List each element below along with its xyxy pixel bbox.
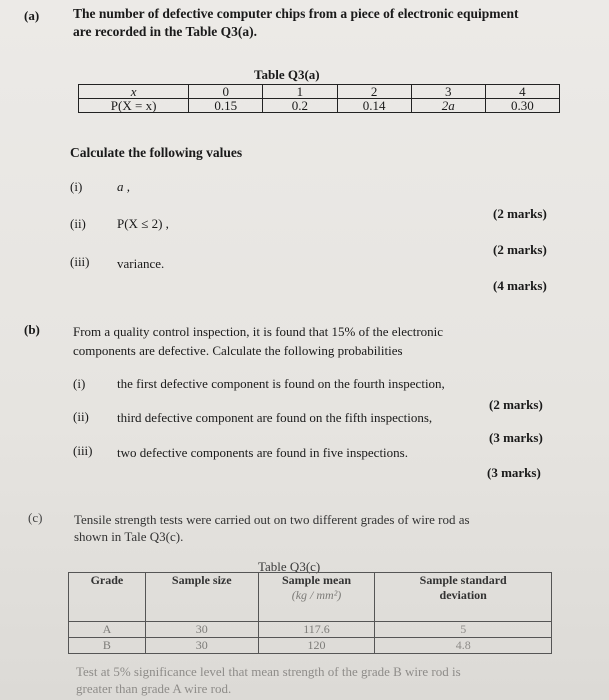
part-b-item-text: two defective components are found in five inspections.: [117, 445, 408, 460]
table-cell: 117.6: [258, 622, 375, 638]
part-a-item-num: (iii): [70, 254, 90, 269]
part-b-label: (b): [24, 322, 40, 337]
table-cell: 4: [485, 85, 559, 99]
table-cell: B: [69, 638, 146, 654]
table-cell: 3: [411, 85, 485, 99]
header-sample-size: Sample size: [145, 573, 258, 622]
part-a-marks: (2 marks): [493, 206, 547, 221]
table-q3c: [68, 572, 552, 654]
table-q3a: [78, 84, 560, 113]
part-b-line2: components are defective. Calculate the following probabilities: [73, 343, 403, 358]
table-row: [79, 85, 560, 99]
part-b-line1: From a quality control inspection, it is found that 15% of the electronic: [73, 324, 444, 339]
table-q3c-title: Table Q3(c): [258, 559, 321, 574]
part-a-label: (a): [24, 8, 40, 23]
table-cell: 0: [189, 85, 263, 99]
part-a-line1: The number of defective computer chips from a piece of electronic equipment: [73, 6, 519, 21]
table-row: [69, 638, 552, 654]
part-b-item-num: (iii): [73, 443, 93, 458]
part-a-item-num: (ii): [70, 216, 86, 231]
table-cell: 4.8: [375, 638, 552, 654]
table-cell: 30: [145, 622, 258, 638]
part-b-item-text: third defective component are found on the fifth inspections,: [117, 410, 433, 425]
table-cell: 120: [258, 638, 375, 654]
part-a-item-text: a ,: [117, 179, 130, 194]
header-sample-mean-label: Sample mean: [282, 573, 351, 587]
table-cell: A: [69, 622, 146, 638]
table-row: [69, 622, 552, 638]
header-sd-line2: deviation: [439, 588, 487, 602]
part-c-test-line1: Test at 5% significance level that mean strength of the grade B wire rod is: [76, 664, 461, 679]
part-b-marks: (3 marks): [489, 430, 543, 445]
header-sd-line1: Sample standard: [419, 573, 507, 587]
part-b-marks: (2 marks): [489, 397, 543, 412]
part-b-item-num: (ii): [73, 409, 89, 424]
header-grade: Grade: [69, 573, 146, 622]
part-a-instruction: Calculate the following values: [70, 145, 243, 160]
part-c-test-line2: greater than grade A wire rod.: [76, 681, 232, 696]
table-q3a-title: Table Q3(a): [254, 67, 320, 82]
table-cell: 0.2: [263, 99, 337, 113]
header-sample-sd: [375, 573, 552, 622]
table-cell: 30: [145, 638, 258, 654]
part-b-item-text: the first defective component is found on the fourth inspection,: [117, 376, 445, 391]
part-c-line2: shown in Tale Q3(c).: [74, 529, 184, 544]
table-header-row: [69, 573, 552, 622]
part-a-item-num: (i): [70, 179, 83, 194]
table-cell: 0.14: [337, 99, 411, 113]
part-a-line2: are recorded in the Table Q3(a).: [73, 24, 257, 39]
table-cell: x: [79, 85, 189, 99]
part-b-marks: (3 marks): [487, 465, 541, 480]
part-c-line1: Tensile strength tests were carried out on two different grades of wire rod as: [74, 512, 470, 527]
table-cell: 0.15: [189, 99, 263, 113]
part-a-item-text: P(X ≤ 2) ,: [117, 216, 169, 231]
table-cell: 5: [375, 622, 552, 638]
table-cell: 2a: [411, 99, 485, 113]
table-cell: 0.30: [485, 99, 559, 113]
part-c-label: (c): [28, 510, 43, 525]
table-cell: 2: [337, 85, 411, 99]
table-cell: P(X = x): [79, 99, 189, 113]
table-row: [79, 99, 560, 113]
part-a-marks: (4 marks): [493, 278, 547, 293]
header-sample-mean: [258, 573, 375, 622]
table-cell: 1: [263, 85, 337, 99]
part-a-item-text: variance.: [117, 256, 165, 271]
part-b-item-num: (i): [73, 376, 86, 391]
part-a-marks: (2 marks): [493, 242, 547, 257]
header-mean-unit: (kg / mm²): [291, 588, 342, 602]
